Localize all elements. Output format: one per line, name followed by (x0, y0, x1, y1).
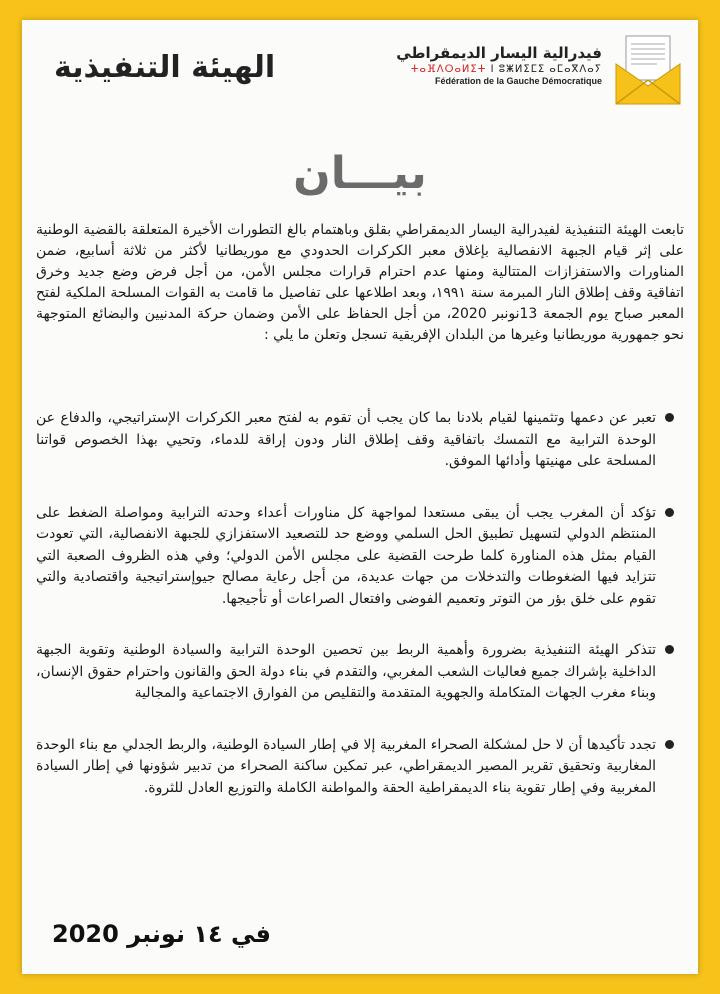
statement-heading: بيـــان (293, 148, 427, 199)
header (22, 20, 698, 130)
statement-point (36, 408, 676, 473)
org-tifinagh-rest: ⵏ ⵓⵥⵍⵉⵎⵉ ⴰⵎⴰⴳⴷⴰⵢ (490, 64, 602, 75)
bullet-icon (665, 740, 674, 749)
statement-point (36, 503, 676, 611)
bullet-icon (665, 413, 674, 422)
org-name-tifinagh (396, 64, 602, 75)
statement-point (36, 640, 676, 705)
statement-points (36, 408, 676, 829)
statement-point-text: تعبر عن دعمها وتثمينها لقيام بلادنا بما كان يجب أن تقوم به لفتح معبر الكركرات الإستراتيجي، والدفاع عن الوحدة الترابية مع التمسك باتفاقية وقف إطلاق النار ودون إراقة للدماء، وتحيي بهذا الخصوص قواتنا المسلحة على مهنيتها وأدائها الموفق. (36, 410, 656, 469)
bullet-icon (665, 508, 674, 517)
page-title: الهيئة التنفيذية (54, 50, 276, 85)
statement-date: في ١٤ نونبر 2020 (52, 920, 271, 948)
statement-point-text: تؤكد أن المغرب يجب أن يبقى مستعدا لمواجهة كل مناورات أعداء وحدته الترابية ومواصلة الضغط على المنتظم الدولي لتسهيل تطبيق الحل السلمي ووضع حد للتصعيد الاستفزازي للجبهة الانفصالية، التي تعودت القيام بمثل هذه المناورة كلما طرحت القضية على مجلس الأمن الدولي؛ وفي هذه الظروف الصعبة التي تتزايد فيها الضغوطات والتدخلات من جهات عديدة، من أجل رعاية مصالح جيوإستراتيجية واقتصادية والتي تقوم على خلق بؤر من التوتر وتعميم الفوضى وافتعال الصراعات أو تأجيجها. (36, 504, 656, 607)
statement-point-text: تجدد تأكيدها أن لا حل لمشكلة الصحراء المغربية إلا في إطار السيادة الوطنية، والربط الجدلي مع بناء الوحدة المغاربية وتحقيق تقرير المصير الديمقراطي، عبر تمكين ساكنة الصحراء من تدبير شؤونها في إطار السيادة المغربية وفي إطار تقوية بناء الديمقراطية الحقة والمواطنة الكاملة والتوزيع العادل للثروة. (36, 736, 656, 796)
org-tifinagh-red: ⵜⴰⴼⴷⵔⴰⵍⵉⵜ (410, 64, 487, 75)
org-name-french: Fédération de la Gauche Démocratique (434, 76, 602, 86)
statement-point (36, 735, 676, 800)
document-sheet (22, 20, 698, 974)
bullet-icon (665, 645, 674, 654)
statement-point-text: تتذكر الهيئة التنفيذية بضرورة وأهمية الربط بين تحصين الوحدة الترابية والسيادة الوطنية وتقوية الجبهة الداخلية بإشراك جميع فعاليات الشعب المغربي، والتقدم في بناء دولة الحق والقانون واحترام حقوق الإنسان، وبناء مغرب الجهات المتكاملة والجهوية المتقدمة والتقليص من الفوارق الاجتماعية والمجالية (36, 642, 656, 701)
envelope-logo-icon (612, 34, 684, 106)
organization-block (396, 44, 602, 86)
org-name-arabic: فيدرالية اليسار الديمقراطي (396, 44, 602, 62)
intro-paragraph: تابعت الهيئة التنفيذية لفيدرالية اليسار الديمقراطي بقلق وباهتمام بالغ التطورات الأخيرة المتعلقة بالقضية الوطنية على إثر قيام الجبهة الانفصالية بإغلاق معبر الكركرات الحدودي مع موريطانيا لأكثر من ثلاثة أسابيع، ضمن المناورات والاستفزازات المتتالية ومنها عدم احترام قرارات مجلس الأمن، من أجل فرض وضع جديد وخرق اتفاقية وقف إطلاق النار المبرمة سنة ١٩٩١، وبعد اطلاعها على تفاصيل ما قامت به القوات المسلحة الملكية لفتح المعبر صباح يوم الجمعة 13نونبر 2020، من أجل الحفاظ على الأمن وضمان حركة المدنيين والبضائع المتوجهة نحو جمهورية موريطانيا وغيرها من البلدان الإفريقية تسجل وتعلن ما يلي : (36, 222, 685, 343)
